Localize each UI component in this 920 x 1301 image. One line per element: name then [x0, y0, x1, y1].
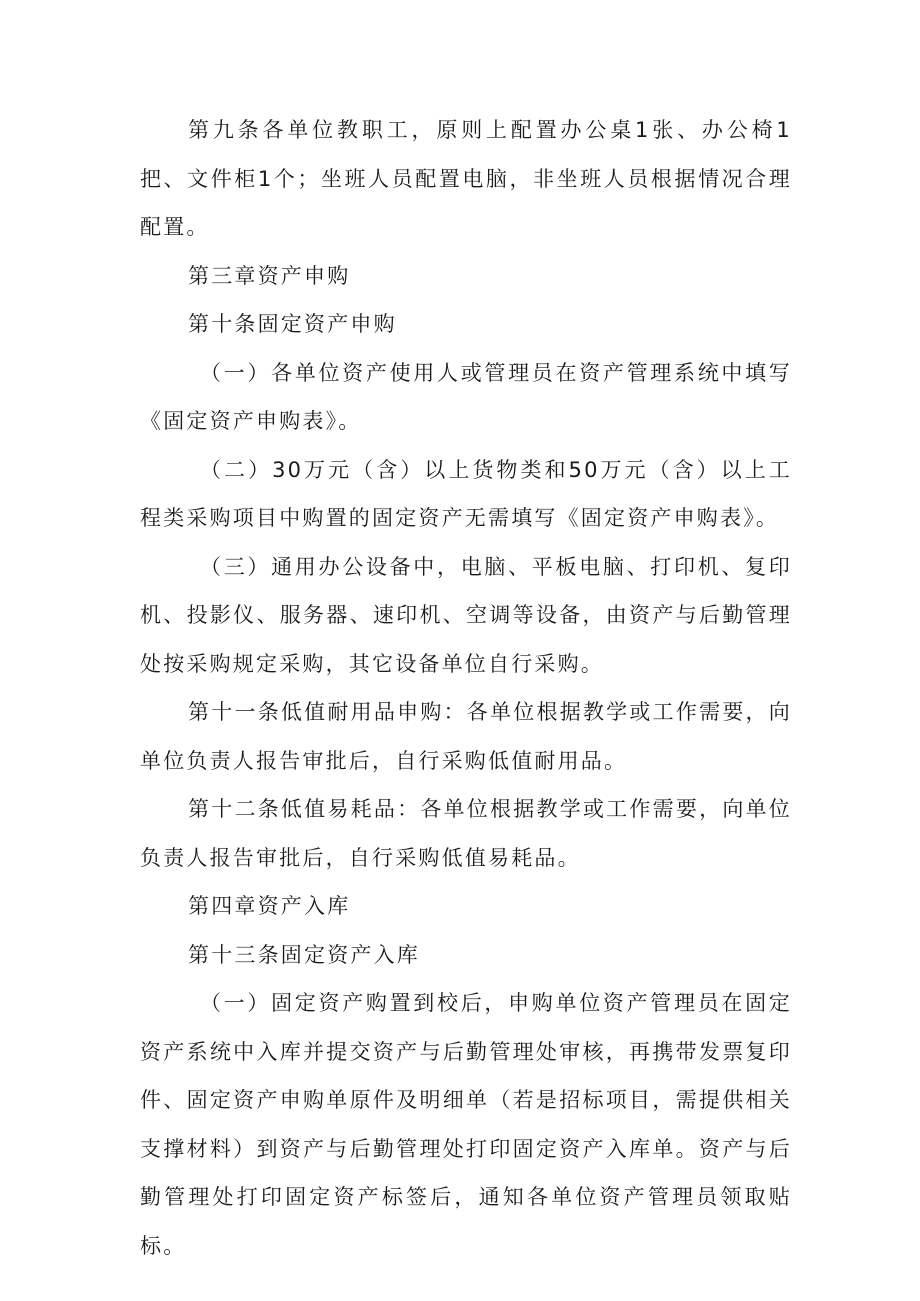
article-9-paragraph: 第九条各单位教职工，原则上配置办公桌1张、办公椅1把、文件柜1个；坐班人员配置电脑，非坐班人员根据情况合理配置。: [140, 118, 792, 239]
article-10-item-3: （三）通用办公设备中，电脑、平板电脑、打印机、复印机、投影仪、服务器、速印机、空调等设备，由资产与后勤管理处按采购规定采购，其它设备单位自行采购。: [140, 554, 792, 676]
article-13-heading: 第十三条固定资产入库: [188, 942, 420, 967]
article-11-paragraph: 第十一条低值耐用品申购：各单位根据教学或工作需要，向单位负责人报告审批后，自行采购低值耐用品。: [140, 700, 792, 773]
article-13-item-1: （一）固定资产购置到校后，申购单位资产管理员在固定资产系统中入库并提交资产与后勤管理处审核，再携带发票复印件、固定资产申购单原件及明细单（若是招标项目，需提供相关支撑材料）到资产与后勤管理处打印固定资产入库单。资产与后勤管理处打印固定资产标签后，通知各单位资产管理员领取贴标。: [140, 991, 792, 1258]
article-10-heading: 第十条固定资产申购: [188, 312, 397, 336]
article-12-paragraph: 第十二条低值易耗品：各单位根据教学或工作需要，向单位负责人报告审批后，自行采购低值易耗品。: [140, 797, 792, 870]
chapter-3-heading: 第三章资产申购: [188, 263, 351, 288]
article-10-item-1: （一）各单位资产使用人或管理员在资产管理系统中填写《固定资产申购表》。: [140, 360, 792, 433]
document-page: [140, 106, 792, 1270]
chapter-4-heading: 第四章资产入库: [188, 894, 351, 918]
article-10-item-2: （二）30万元（含）以上货物类和50万元（含）以上工程类采购项目中购置的固定资产无需填写《固定资产申购表》。: [140, 457, 792, 530]
